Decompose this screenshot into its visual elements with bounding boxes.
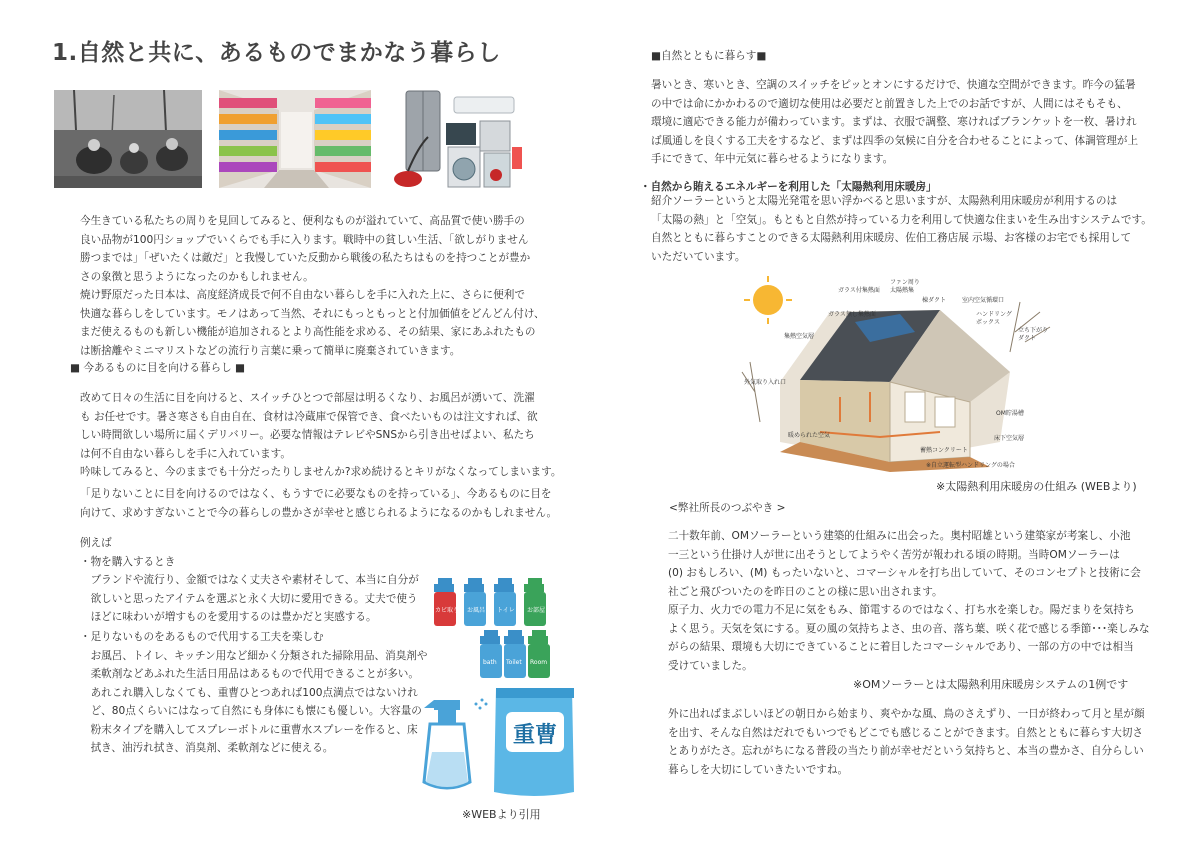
diagram-label: 立ち下がり <box>1018 327 1049 334</box>
examples-line: 柔軟剤などあふれた生活日用品はあるもので代用できることが多い。 <box>80 668 419 680</box>
spray-label: bath <box>483 659 497 666</box>
para-line: を出す、そんな自然はだれでもいつでもどこでも感じることができます。自然とともに暮らす大切さ <box>668 726 1144 739</box>
intro-paragraph <box>80 212 545 360</box>
diagram-label: OM貯湯槽 <box>996 410 1024 417</box>
para-line: 受けていました。 <box>668 659 753 672</box>
diagram-label: 床下空気層 <box>994 435 1025 442</box>
examples-line: ・足りないものをあるもので代用する工夫を楽しむ <box>80 631 324 643</box>
diagram-label: ※自立運転型ハンドリングの場合 <box>926 462 1015 469</box>
spray-label: トイレ <box>497 607 515 614</box>
intro-line: 今生きている私たちの周りを見回してみると、便利なものが溢れていて、高品質で使い勝手の <box>80 215 525 227</box>
para-line: ば風通しを良くする工夫をするなど、まずは四季の気候に自分を合わせることによって、体調管理が上 <box>651 134 1139 147</box>
om-solar-note: ※OMソーラーとは太陽熱利用床暖房システムの1例です <box>853 678 1129 691</box>
para-line: がらの結果、環境も大切にできていることに着目したコマーシャルであり、一部の方の中では相当 <box>668 641 1134 653</box>
intro-line: さの象徴と思うようになったのかもしれません。 <box>80 270 314 283</box>
para-closing <box>668 705 1158 779</box>
intro-line: まだ使えるものも新しい機能が追加されるとより高性能を求める、その結果、家にあふれたもの <box>80 326 536 338</box>
heading-live-with-nature: ■自然とともに暮らす■ <box>651 50 767 62</box>
section-line: 向けて、求めすぎないことで今の暮らしの豊かさが幸せと感じられるようになるのかもしれません。 <box>80 506 558 519</box>
diagram-label: 太陽熱集 <box>890 287 915 294</box>
diagram-label: 集熱空気層 <box>784 333 815 340</box>
diagram-label: 外気取り入れ口 <box>744 379 787 386</box>
diagram-caption: ※太陽熱利用床暖房の仕組み (WEBより) <box>936 480 1137 493</box>
spray-label: Room <box>530 659 548 666</box>
diagram-label: 室内空気循環口 <box>962 297 1005 304</box>
spray-label: お風呂 <box>467 607 486 614</box>
para-line: 暮らしを大切にしていきたいですね。 <box>668 763 849 776</box>
section-line: 「足りないことに目を向けるのではなく、もうすでに必要なものを持っている」、今あるものに目を <box>80 488 552 500</box>
diagram-label: ボックス <box>976 319 1000 326</box>
diagram-label: 棟ダクト <box>922 297 947 304</box>
para-line: 暑いとき、寒いとき、空調のスイッチをピッとオンにするだけで、快適な空間ができます。昨今の猛暑 <box>651 79 1136 91</box>
examples-line: 例えば <box>80 537 112 549</box>
diagram-label: ダクト <box>1018 335 1037 342</box>
section-line: 吟味してみると、今のままでも十分だったりしませんか?求め続けるとキリがなくなってしまいます。 <box>80 466 562 478</box>
para-line: とありがたさ。忘れがちになる普段の当たり前が幸せだという気持ちと、本当の豊かさ、自分らしい <box>668 745 1144 757</box>
para-line: 社ごと飛びついたのを昨日のことの様に思い出されます。 <box>668 585 943 598</box>
para-line: 二十数年前、OMソーラーという建築的仕組みに出会った。奥村昭雄という建築家が考案し、小池 <box>668 530 1131 542</box>
diagram-label: 暖められた空気 <box>788 432 831 439</box>
intro-line: 焼け野原だった日本は、高度経済成長で何不自由ない暮らしを手に入れた上に、さらに便利で <box>80 289 525 301</box>
intro-line: 良い品物が100円ショップでいくらでも手に入ります。戦時中の貧しい生活、「欲しがりません <box>80 233 529 246</box>
postwar-photo <box>54 90 202 188</box>
intro-line: 勝つまでは」「ぜいたくは敵だ」と我慢していた反動から戦後の私たちはものを持つことが豊か <box>80 252 531 264</box>
examples-line: 粉末タイプを購入してスプレーボトルに重曹水スプレーを作ると、床 <box>80 723 418 736</box>
heading-solar-floor-heating: ・自然から賄えるエネルギーを利用した「太陽熱利用床暖房」 <box>640 181 937 193</box>
para-line: 一三という仕掛け人が世に出そうとしてようやく苦労が報われる頃の時期。当時OMソーラーは <box>668 548 1120 561</box>
baking-soda-illustration <box>420 682 580 800</box>
para-line: いただいています。 <box>651 250 746 263</box>
para-solar-floor-heating <box>651 192 1151 266</box>
examples-line: ブランドや流行り、金額ではなく丈夫さや素材そして、本当に自分が <box>80 574 419 586</box>
solar-house-diagram <box>740 272 1060 474</box>
intro-line: 快適な暮らしをしています。モノはあって当然、それにもっともっとと付加価値をどんどん付け、 <box>80 307 545 320</box>
para-line: よく思う。天気を気にする。夏の風の気持ちよさ、虫の音、落ち葉、咲く花で感じる季節･･･楽しみな <box>668 622 1150 635</box>
store-shelves-photo <box>219 90 371 188</box>
spray-label: Toilet <box>506 659 522 666</box>
heading-director-murmur: <弊社所長のつぶやき > <box>669 502 786 514</box>
cleaning-sprays-illustration <box>428 570 578 680</box>
para-line: 自然とともに暮らすことのできる太陽熱利用床暖房、佐伯工務店展 示場、お客様のお宅でも採用して <box>651 232 1132 244</box>
section-heading-existing: ■ 今あるものに目を向ける暮らし ■ <box>70 362 246 374</box>
page-title: 1.自然と共に、あるものでまかなう暮らし <box>52 40 501 66</box>
para-line: 環境に適応できる能力が備わっています。まずは、衣服で調整、寒ければブランケットを一枚、暑けれ <box>651 116 1137 128</box>
section-line: は何不自由ない暮らしを手に入れています。 <box>80 447 292 460</box>
diagram-label: ファン周り <box>890 279 920 286</box>
examples-line: 欲しいと思ったアイテムを選ぶと永く大切に愛用できる。丈夫で使う <box>80 592 418 605</box>
section-line: 改めて日々の生活に目を向けると、スイッチひとつで部屋は明るくなり、お風呂が湧いて、洗濯 <box>80 392 535 404</box>
diagram-label: ガラス無し集熱面 <box>828 311 876 318</box>
diagram-label: ガラス付集熱面 <box>838 287 880 294</box>
diagram-label: 蓄熱コンクリート <box>920 447 968 454</box>
examples-line: 拭き、油汚れ拭き、消臭剤、柔軟剤などに使える。 <box>80 742 334 754</box>
examples-line: あれこれ購入しなくても、重曹ひとつあれば100点満点ではないけれ <box>80 686 418 699</box>
examples-line: ・物を購入するとき <box>80 555 176 568</box>
bag-label: 重曹 <box>512 723 558 748</box>
spray-bottle-icon <box>424 699 488 789</box>
section-paragraph <box>80 389 562 482</box>
diagram-label: ハンドリング <box>976 311 1012 318</box>
section-paragraph-2 <box>80 485 558 522</box>
examples-paragraph-2 <box>80 628 428 758</box>
spray-label: お部屋 <box>527 607 546 614</box>
section-line: も お任せです。暑さ寒さも自由自在、食材は冷蔵庫で保管でき、食べたいものは注文すれば、欲 <box>80 410 538 423</box>
para-line: 紹介ソーラーというと太陽光発電を思い浮かべると思いますが、太陽熱利用床暖房が利用するのは <box>651 195 1118 207</box>
para-line: の中では命にかかわるので適切な使用は必要だと前置きした上でのお話ですが、人間にはそもそも、 <box>651 97 1128 110</box>
para-line: 「太陽の熱」と「空気」。もともと自然が持っている力を利用して快適な住まいを生み出すシステムです。 <box>651 213 1152 226</box>
appliances-photo <box>388 87 525 189</box>
intro-line: は断捨離やミニマリストなどの流行り言葉に乗って簡単に廃棄されていきます。 <box>80 344 461 357</box>
para-line: (0) おもしろい、(M) もったいないと、コマーシャルを打ち出していて、そのコンセプトと技術に会 <box>668 567 1141 579</box>
para-live-with-nature <box>651 76 1151 169</box>
para-line: 外に出ればまぶしいほどの朝日から始まり、爽やかな風、鳥のさえずり、一日が終わって月と星が顔 <box>668 708 1145 720</box>
para-line: 原子力、火力での電力不足に気をもみ、節電するのではなく、打ち水を楽しむ。陽だまりを気持ち <box>668 604 1135 616</box>
spray-label: カビ取り <box>435 607 460 614</box>
para-director-murmur <box>668 527 1158 675</box>
web-source-caption: ※WEBより引用 <box>462 808 541 821</box>
para-line: 手にできて、年中元気に暮らせるようになります。 <box>651 153 894 165</box>
examples-line: ど、80点くらいにはなって自然にも身体にも懐にも優しい。大容量の <box>80 705 422 717</box>
sun-icon <box>753 285 783 315</box>
examples-paragraph <box>80 534 420 627</box>
examples-line: お風呂、トイレ、キッチン用など細かく分類された掃除用品、消臭剤や <box>80 649 428 662</box>
section-line: しい時間欲しい場所に届くデリバリー。必要な情報はテレビやSNSから引き出せばよい、私たち <box>80 429 535 441</box>
examples-line: ほどに味わいが増すものを愛用するのは豊かだと実感する。 <box>80 611 377 623</box>
